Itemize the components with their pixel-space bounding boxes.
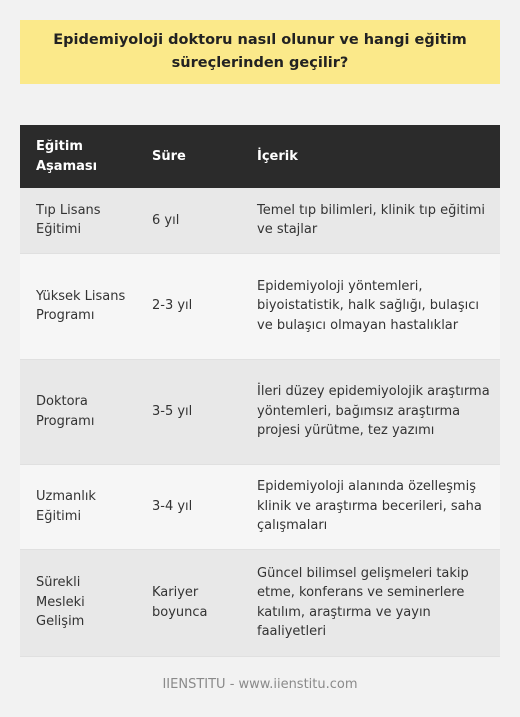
cell-content: İleri düzey epidemiyolojik araştırma yöntemleri, bağımsız araştırma projesi yürütme, tez yazımı — [241, 359, 500, 464]
table-header-row — [20, 125, 500, 188]
cell-content: Güncel bilimsel gelişmeleri takip etme, konferans ve seminerlere katılım, araştırma ve yayın faaliyetleri — [241, 549, 500, 656]
table-row — [20, 253, 500, 359]
cell-content: Epidemiyoloji alanında özelleşmiş klinik ve araştırma becerileri, saha çalışmaları — [241, 464, 500, 549]
page-title: Epidemiyoloji doktoru nasıl olunur ve hangi eğitim süreçlerinden geçilir? — [53, 32, 467, 71]
header-stage: Eğitim Aşaması — [20, 125, 136, 188]
title-banner — [20, 20, 500, 84]
cell-content: Temel tıp bilimleri, klinik tıp eğitimi ve stajlar — [241, 188, 500, 253]
education-stages-table — [20, 125, 500, 657]
cell-stage: Yüksek Lisans Programı — [20, 253, 136, 359]
table-row — [20, 359, 500, 464]
cell-duration: 2-3 yıl — [136, 253, 241, 359]
cell-duration: Kariyer boyunca — [136, 549, 241, 656]
cell-duration: 6 yıl — [136, 188, 241, 253]
footer-credit: IIENSTITU - www.iienstitu.com — [162, 677, 358, 692]
cell-stage: Doktora Programı — [20, 359, 136, 464]
cell-content: Epidemiyoloji yöntemleri, biyoistatistik, halk sağlığı, bulaşıcı ve bulaşıcı olmayan hastalıklar — [241, 253, 500, 359]
cell-duration: 3-5 yıl — [136, 359, 241, 464]
header-content: İçerik — [241, 125, 500, 188]
cell-stage: Uzmanlık Eğitimi — [20, 464, 136, 549]
header-duration: Süre — [136, 125, 241, 188]
cell-duration: 3-4 yıl — [136, 464, 241, 549]
table-row — [20, 549, 500, 656]
table-row — [20, 464, 500, 549]
table-row — [20, 188, 500, 253]
cell-stage: Tıp Lisans Eğitimi — [20, 188, 136, 253]
cell-stage: Sürekli Mesleki Gelişim — [20, 549, 136, 656]
